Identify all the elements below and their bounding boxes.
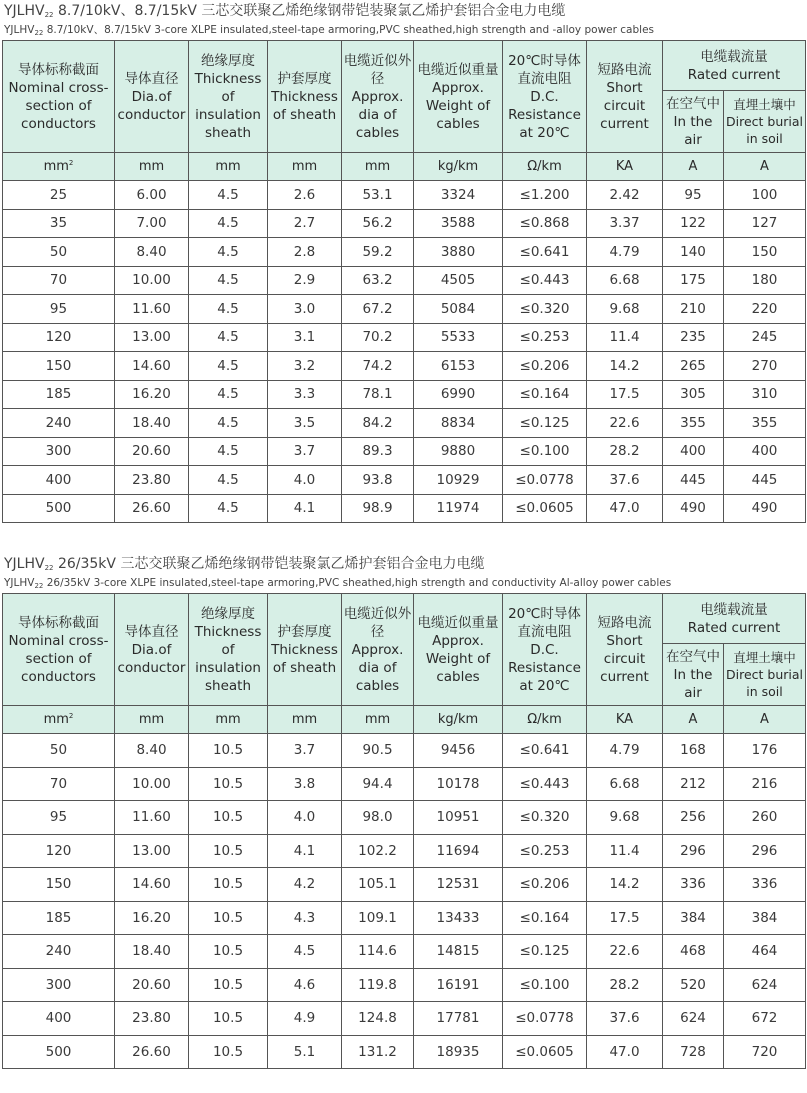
- unit-cell: A: [724, 706, 806, 734]
- unit-cell: mm: [342, 153, 414, 181]
- header-rated-current: 电缆载流量 Rated current: [663, 594, 806, 644]
- table-cell: 270: [724, 352, 806, 381]
- table-cell: ≤0.164: [503, 380, 587, 409]
- table-cell: 10.5: [189, 734, 268, 768]
- table-cell: 384: [724, 901, 806, 935]
- table-cell: 150: [3, 868, 115, 902]
- table-cell: 3.3: [268, 380, 342, 409]
- table-cell: 37.6: [587, 466, 663, 495]
- table-row: [3, 734, 806, 768]
- table-cell: 23.80: [115, 1002, 189, 1036]
- table-cell: 12531: [414, 868, 503, 902]
- table-cell: 4.5: [189, 209, 268, 238]
- table-cell: ≤0.443: [503, 767, 587, 801]
- table-cell: 35: [3, 209, 115, 238]
- table-cell: 11694: [414, 834, 503, 868]
- table-cell: 212: [663, 767, 724, 801]
- table-cell: 3324: [414, 181, 503, 210]
- table-cell: 8.40: [115, 734, 189, 768]
- table-cell: 17.5: [587, 380, 663, 409]
- table-cell: 14.2: [587, 352, 663, 381]
- table-cell: 7.00: [115, 209, 189, 238]
- table-cell: 624: [724, 968, 806, 1002]
- unit-cell: mm: [189, 706, 268, 734]
- table-title-cn: $YJLHV_{22}$ 8.7/10kV、8.7/15kV 三芯交联聚乙烯绝缘钢带铠装聚氯乙烯护套铝合金电力电缆: [4, 3, 566, 19]
- table-cell: ≤0.320: [503, 801, 587, 835]
- table-cell: 109.1: [342, 901, 414, 935]
- table-cell: 305: [663, 380, 724, 409]
- table-cell: 10951: [414, 801, 503, 835]
- table-cell: 119.8: [342, 968, 414, 1002]
- table-cell: 10.5: [189, 901, 268, 935]
- table-cell: 26.60: [115, 1035, 189, 1069]
- table-cell: 9456: [414, 734, 503, 768]
- table-cell: ≤0.164: [503, 901, 587, 935]
- header-sheath-thickness: 护套厚度 Thickness of sheath: [268, 594, 342, 706]
- table-cell: 84.2: [342, 409, 414, 438]
- table-cell: 336: [663, 868, 724, 902]
- table-cell: 300: [3, 968, 115, 1002]
- table-cell: 94.4: [342, 767, 414, 801]
- table-cell: 47.0: [587, 494, 663, 523]
- table-cell: 114.6: [342, 935, 414, 969]
- header-insulation-thickness: 绝缘厚度 Thickness of insulation sheath: [189, 41, 268, 153]
- table-cell: 3.7: [268, 437, 342, 466]
- table-cell: 220: [724, 295, 806, 324]
- table-cell: ≤0.125: [503, 935, 587, 969]
- table-cell: 4.5: [189, 352, 268, 381]
- table-cell: ≤0.641: [503, 734, 587, 768]
- table-cell: 59.2: [342, 238, 414, 267]
- table-cell: 22.6: [587, 935, 663, 969]
- unit-cell: $mm^2$: [3, 706, 115, 734]
- table-cell: 10.00: [115, 266, 189, 295]
- table-cell: 16191: [414, 968, 503, 1002]
- table-cell: ≤0.125: [503, 409, 587, 438]
- table-cell: 28.2: [587, 437, 663, 466]
- table-cell: 4.1: [268, 494, 342, 523]
- table-cell: 4.1: [268, 834, 342, 868]
- header-outer-dia: 电缆近似外径 Approx. dia of cables: [342, 594, 414, 706]
- table-cell: 50: [3, 238, 115, 267]
- table-cell: 4.2: [268, 868, 342, 902]
- header-insulation-thickness: 绝缘厚度 Thickness of insulation sheath: [189, 594, 268, 706]
- table-cell: 14815: [414, 935, 503, 969]
- table-cell: 400: [724, 437, 806, 466]
- table-row: [3, 437, 806, 466]
- table-cell: 74.2: [342, 352, 414, 381]
- table-cell: 3588: [414, 209, 503, 238]
- table-cell: 10.5: [189, 935, 268, 969]
- table-cell: ≤0.320: [503, 295, 587, 324]
- table-cell: ≤0.253: [503, 323, 587, 352]
- unit-cell: KA: [587, 706, 663, 734]
- header-conductor-dia: 导体直径 Dia.of conductor: [115, 594, 189, 706]
- table-cell: 4.6: [268, 968, 342, 1002]
- table-cell: 2.8: [268, 238, 342, 267]
- table-cell: 4.9: [268, 1002, 342, 1036]
- table-cell: 98.0: [342, 801, 414, 835]
- table-cell: 445: [724, 466, 806, 495]
- table-cell: 4.0: [268, 801, 342, 835]
- table-cell: 4.5: [189, 466, 268, 495]
- table-cell: 520: [663, 968, 724, 1002]
- table-row: [3, 494, 806, 523]
- table-cell: 4.79: [587, 734, 663, 768]
- table-cell: 468: [663, 935, 724, 969]
- table-cell: 70.2: [342, 323, 414, 352]
- table-cell: 93.8: [342, 466, 414, 495]
- table-cell: 10.00: [115, 767, 189, 801]
- table-cell: 105.1: [342, 868, 414, 902]
- table-cell: 9.68: [587, 295, 663, 324]
- table-row: [3, 801, 806, 835]
- table-cell: 131.2: [342, 1035, 414, 1069]
- table-cell: 127: [724, 209, 806, 238]
- table-cell: 216: [724, 767, 806, 801]
- units-row: [3, 153, 806, 181]
- table-cell: 6.68: [587, 266, 663, 295]
- table-cell: 185: [3, 901, 115, 935]
- table-cell: 5.1: [268, 1035, 342, 1069]
- table-cell: 23.80: [115, 466, 189, 495]
- unit-cell: $mm^2$: [3, 153, 115, 181]
- table-cell: ≤0.206: [503, 868, 587, 902]
- table-row: [3, 834, 806, 868]
- table-row: [3, 323, 806, 352]
- table-cell: 3.1: [268, 323, 342, 352]
- table-cell: ≤0.443: [503, 266, 587, 295]
- table-cell: 672: [724, 1002, 806, 1036]
- table-cell: 89.3: [342, 437, 414, 466]
- table-cell: 28.2: [587, 968, 663, 1002]
- table-cell: 296: [663, 834, 724, 868]
- table-cell: 150: [724, 238, 806, 267]
- table-cell: 13433: [414, 901, 503, 935]
- unit-cell: A: [724, 153, 806, 181]
- table-cell: 95: [3, 801, 115, 835]
- table-cell: ≤0.100: [503, 437, 587, 466]
- table-cell: 16.20: [115, 901, 189, 935]
- table-cell: 25: [3, 181, 115, 210]
- table-cell: 11.4: [587, 323, 663, 352]
- header-sheath-thickness: 护套厚度 Thickness of sheath: [268, 41, 342, 153]
- table-cell: ≤0.641: [503, 238, 587, 267]
- table-cell: 2.7: [268, 209, 342, 238]
- table-cell: 490: [663, 494, 724, 523]
- table-cell: 10.5: [189, 767, 268, 801]
- table-body: [3, 153, 806, 523]
- table-cell: 490: [724, 494, 806, 523]
- table-cell: 17.5: [587, 901, 663, 935]
- table-cell: 9880: [414, 437, 503, 466]
- units-row: [3, 706, 806, 734]
- cable-spec-table: [2, 593, 806, 1069]
- table-cell: 3.37: [587, 209, 663, 238]
- table-cell: 10.5: [189, 868, 268, 902]
- table-cell: 4.5: [189, 409, 268, 438]
- table-cell: 14.2: [587, 868, 663, 902]
- table-cell: 102.2: [342, 834, 414, 868]
- table-row: [3, 181, 806, 210]
- table-row: [3, 238, 806, 267]
- table-section-10kv: [2, 0, 805, 523]
- table-cell: 4.5: [189, 266, 268, 295]
- table-cell: 16.20: [115, 380, 189, 409]
- table-cell: 10.5: [189, 834, 268, 868]
- header-conductor-dia: 导体直径 Dia.of conductor: [115, 41, 189, 153]
- header-short-circuit: 短路电流 Short circuit current: [587, 41, 663, 153]
- table-cell: 260: [724, 801, 806, 835]
- table-cell: 95: [663, 181, 724, 210]
- unit-cell: KA: [587, 153, 663, 181]
- table-cell: 53.1: [342, 181, 414, 210]
- table-cell: 464: [724, 935, 806, 969]
- table-cell: 624: [663, 1002, 724, 1036]
- table-cell: 210: [663, 295, 724, 324]
- unit-cell: A: [663, 706, 724, 734]
- table-row: [3, 380, 806, 409]
- unit-cell: mm: [115, 153, 189, 181]
- table-cell: 265: [663, 352, 724, 381]
- cable-spec-table: [2, 40, 806, 523]
- table-cell: 400: [3, 1002, 115, 1036]
- table-row: [3, 209, 806, 238]
- table-cell: 47.0: [587, 1035, 663, 1069]
- table-row: [3, 352, 806, 381]
- table-cell: 14.60: [115, 352, 189, 381]
- table-cell: 56.2: [342, 209, 414, 238]
- table-row: [3, 767, 806, 801]
- table-cell: 63.2: [342, 266, 414, 295]
- table-cell: 3.0: [268, 295, 342, 324]
- header-nominal-section: 导体标称截面 Nominal cross-section of conductors: [3, 41, 115, 153]
- header-direct-burial: 直埋土壤中 Direct burial in soil: [724, 644, 806, 706]
- header-in-air: 在空气中 In the air: [663, 91, 724, 153]
- table-cell: 300: [3, 437, 115, 466]
- table-cell: 78.1: [342, 380, 414, 409]
- table-cell: 37.6: [587, 1002, 663, 1036]
- table-cell: 120: [3, 834, 115, 868]
- unit-cell: mm: [342, 706, 414, 734]
- header-short-circuit: 短路电流 Short circuit current: [587, 594, 663, 706]
- table-cell: ≤0.0605: [503, 1035, 587, 1069]
- header-rated-current: 电缆载流量 Rated current: [663, 41, 806, 91]
- table-cell: 11974: [414, 494, 503, 523]
- table-cell: 2.42: [587, 181, 663, 210]
- table-cell: 120: [3, 323, 115, 352]
- unit-cell: kg/km: [414, 153, 503, 181]
- table-cell: 3.5: [268, 409, 342, 438]
- table-cell: 4.5: [189, 181, 268, 210]
- table-section-35kv: [2, 553, 805, 1069]
- table-cell: 6.68: [587, 767, 663, 801]
- table-cell: 124.8: [342, 1002, 414, 1036]
- table-cell: 6.00: [115, 181, 189, 210]
- table-cell: ≤1.200: [503, 181, 587, 210]
- table-cell: 95: [3, 295, 115, 324]
- table-cell: 256: [663, 801, 724, 835]
- table-cell: 720: [724, 1035, 806, 1069]
- table-cell: 8.40: [115, 238, 189, 267]
- header-dc-resistance: 20℃时导体直流电阻 D.C. Resistance at 20℃: [503, 594, 587, 706]
- table-cell: 10.5: [189, 968, 268, 1002]
- table-cell: 3.8: [268, 767, 342, 801]
- table-cell: 355: [724, 409, 806, 438]
- table-cell: 6153: [414, 352, 503, 381]
- table-cell: 70: [3, 767, 115, 801]
- table-cell: 10.5: [189, 1035, 268, 1069]
- table-row: [3, 868, 806, 902]
- table-cell: 4.5: [189, 238, 268, 267]
- header-weight: 电缆近似重量 Approx. Weight of cables: [414, 41, 503, 153]
- table-cell: 67.2: [342, 295, 414, 324]
- table-row: [3, 901, 806, 935]
- table-cell: 20.60: [115, 968, 189, 1002]
- table-cell: ≤0.0778: [503, 1002, 587, 1036]
- table-cell: 728: [663, 1035, 724, 1069]
- table-cell: 500: [3, 494, 115, 523]
- table-cell: 3.2: [268, 352, 342, 381]
- table-cell: 2.6: [268, 181, 342, 210]
- table-title-en: $YJLHV_{22}$ 8.7/10kV、8.7/15kV 3-core XLPE insulated,steel-tape armoring,PVC sheathed,high strength and -alloy power cables: [4, 24, 655, 37]
- table-cell: ≤0.868: [503, 209, 587, 238]
- table-cell: ≤0.206: [503, 352, 587, 381]
- unit-cell: Ω/km: [503, 153, 587, 181]
- table-cell: 240: [3, 935, 115, 969]
- table-cell: 4.5: [189, 380, 268, 409]
- table-row: [3, 935, 806, 969]
- table-row: [3, 266, 806, 295]
- table-cell: 384: [663, 901, 724, 935]
- table-cell: 3.7: [268, 734, 342, 768]
- table-cell: 18.40: [115, 935, 189, 969]
- table-cell: 10178: [414, 767, 503, 801]
- header-dc-resistance: 20℃时导体直流电阻 D.C. Resistance at 20℃: [503, 41, 587, 153]
- table-cell: 310: [724, 380, 806, 409]
- table-row: [3, 409, 806, 438]
- table-cell: 10929: [414, 466, 503, 495]
- table-cell: 9.68: [587, 801, 663, 835]
- table-cell: 10.5: [189, 1002, 268, 1036]
- header-nominal-section: 导体标称截面 Nominal cross-section of conductors: [3, 594, 115, 706]
- table-cell: 500: [3, 1035, 115, 1069]
- table-cell: 4.5: [189, 295, 268, 324]
- table-cell: 245: [724, 323, 806, 352]
- table-cell: 4.79: [587, 238, 663, 267]
- table-cell: 180: [724, 266, 806, 295]
- table-cell: 336: [724, 868, 806, 902]
- table-body: [3, 706, 806, 1069]
- unit-cell: mm: [268, 706, 342, 734]
- table-cell: 11.4: [587, 834, 663, 868]
- table-cell: 6990: [414, 380, 503, 409]
- table-cell: 4505: [414, 266, 503, 295]
- table-cell: 10.5: [189, 801, 268, 835]
- table-cell: 11.60: [115, 801, 189, 835]
- table-cell: 90.5: [342, 734, 414, 768]
- table-cell: 240: [3, 409, 115, 438]
- table-cell: 175: [663, 266, 724, 295]
- table-cell: 98.9: [342, 494, 414, 523]
- table-cell: 13.00: [115, 323, 189, 352]
- unit-cell: mm: [268, 153, 342, 181]
- header-outer-dia: 电缆近似外径 Approx. dia of cables: [342, 41, 414, 153]
- table-cell: 17781: [414, 1002, 503, 1036]
- header-in-air: 在空气中 In the air: [663, 644, 724, 706]
- header-weight: 电缆近似重量 Approx. Weight of cables: [414, 594, 503, 706]
- table-cell: 235: [663, 323, 724, 352]
- table-cell: 5533: [414, 323, 503, 352]
- table-cell: 22.6: [587, 409, 663, 438]
- unit-cell: mm: [115, 706, 189, 734]
- table-cell: ≤0.100: [503, 968, 587, 1002]
- table-cell: 18935: [414, 1035, 503, 1069]
- table-cell: 11.60: [115, 295, 189, 324]
- table-title-en: $YJLHV_{22}$ 26/35kV 3-core XLPE insulated,steel-tape armoring,PVC sheathed,high strength and conductivity Al-alloy power cables: [4, 577, 672, 590]
- table-cell: ≤0.253: [503, 834, 587, 868]
- table-cell: 122: [663, 209, 724, 238]
- table-cell: 185: [3, 380, 115, 409]
- table-cell: 4.5: [268, 935, 342, 969]
- unit-cell: kg/km: [414, 706, 503, 734]
- table-cell: 8834: [414, 409, 503, 438]
- table-cell: 140: [663, 238, 724, 267]
- unit-cell: A: [663, 153, 724, 181]
- table-cell: 400: [663, 437, 724, 466]
- table-cell: 4.0: [268, 466, 342, 495]
- table-cell: 3880: [414, 238, 503, 267]
- table-cell: 70: [3, 266, 115, 295]
- table-row: [3, 1035, 806, 1069]
- table-cell: 400: [3, 466, 115, 495]
- table-row: [3, 968, 806, 1002]
- table-cell: 4.3: [268, 901, 342, 935]
- table-row: [3, 295, 806, 324]
- table-cell: 5084: [414, 295, 503, 324]
- table-cell: 13.00: [115, 834, 189, 868]
- table-title-cn: $YJLHV_{22}$ 26/35kV 三芯交联聚乙烯绝缘钢带铠装聚氯乙烯护套铝合金电力电缆: [4, 556, 485, 572]
- table-cell: 26.60: [115, 494, 189, 523]
- table-cell: 20.60: [115, 437, 189, 466]
- table-cell: 150: [3, 352, 115, 381]
- unit-cell: Ω/km: [503, 706, 587, 734]
- header-direct-burial: 直埋土壤中 Direct burial in soil: [724, 91, 806, 153]
- table-row: [3, 466, 806, 495]
- table-cell: ≤0.0605: [503, 494, 587, 523]
- table-cell: 50: [3, 734, 115, 768]
- table-row: [3, 1002, 806, 1036]
- table-cell: 4.5: [189, 323, 268, 352]
- table-cell: 100: [724, 181, 806, 210]
- unit-cell: mm: [189, 153, 268, 181]
- table-cell: ≤0.0778: [503, 466, 587, 495]
- table-cell: 14.60: [115, 868, 189, 902]
- table-cell: 355: [663, 409, 724, 438]
- table-cell: 4.5: [189, 437, 268, 466]
- table-cell: 296: [724, 834, 806, 868]
- table-cell: 4.5: [189, 494, 268, 523]
- table-cell: 176: [724, 734, 806, 768]
- table-cell: 168: [663, 734, 724, 768]
- table-cell: 18.40: [115, 409, 189, 438]
- table-cell: 445: [663, 466, 724, 495]
- table-cell: 2.9: [268, 266, 342, 295]
